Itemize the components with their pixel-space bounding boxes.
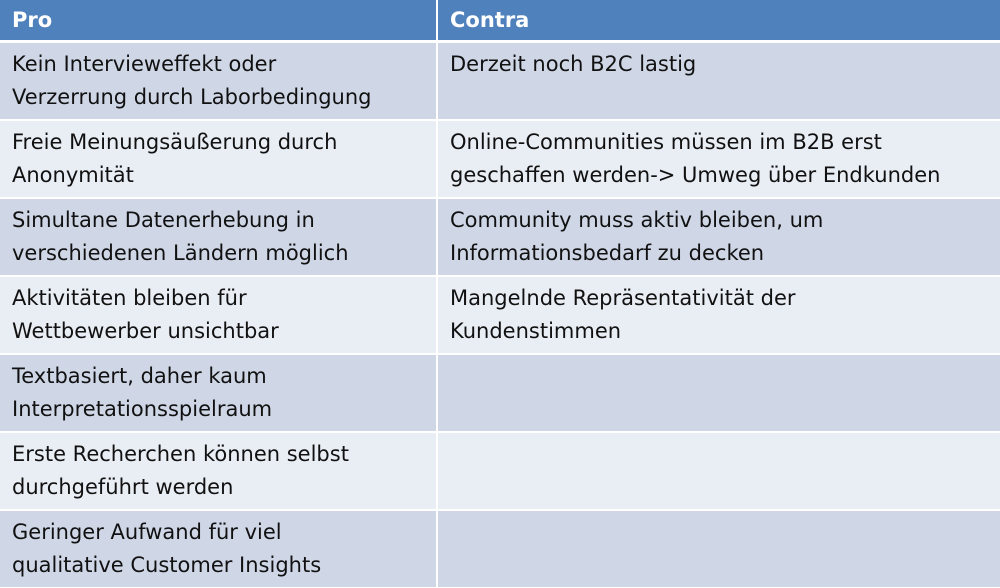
contra-cell [437, 354, 1000, 432]
contra-text: Derzeit noch B2C lastig [450, 52, 697, 76]
pro-text: Kein Intervieweffekt oder Verzerrung durch Laborbedingung [12, 52, 372, 109]
contra-text: Online-Communities müssen im B2B erst geschaffen werden-> Umweg über Endkunden [450, 130, 941, 187]
header-row [0, 0, 1000, 42]
pro-text: Simultane Datenerhebung in verschiedenen Ländern möglich [12, 208, 349, 265]
pro-cell [0, 432, 437, 510]
pro-cell [0, 354, 437, 432]
contra-text: Community muss aktiv bleiben, um Informationsbedarf zu decken [450, 208, 824, 265]
contra-cell [437, 120, 1000, 198]
pro-cell [0, 120, 437, 198]
header-contra: Contra [437, 0, 1000, 42]
contra-cell [437, 510, 1000, 587]
pro-text: Aktivitäten bleiben für Wettbewerber unsichtbar [12, 286, 279, 343]
pro-cell [0, 198, 437, 276]
table-row [0, 276, 1000, 354]
table-row [0, 120, 1000, 198]
header-pro: Pro [0, 0, 437, 42]
table-row [0, 510, 1000, 587]
table-row [0, 432, 1000, 510]
table-row [0, 198, 1000, 276]
contra-cell [437, 42, 1000, 121]
pro-text: Geringer Aufwand für viel qualitative Customer Insights [12, 520, 322, 577]
pro-cell [0, 510, 437, 587]
pro-text: Textbasiert, daher kaum Interpretationsspielraum [12, 364, 273, 421]
contra-cell [437, 276, 1000, 354]
contra-cell [437, 198, 1000, 276]
pro-text: Erste Recherchen können selbst durchgeführt werden [12, 442, 349, 499]
table-row [0, 42, 1000, 121]
pro-text: Freie Meinungsäußerung durch Anonymität [12, 130, 338, 187]
table-row [0, 354, 1000, 432]
pro-cell [0, 42, 437, 121]
contra-text: Mangelnde Repräsentativität der Kundenstimmen [450, 286, 796, 343]
contra-cell [437, 432, 1000, 510]
pro-cell [0, 276, 437, 354]
